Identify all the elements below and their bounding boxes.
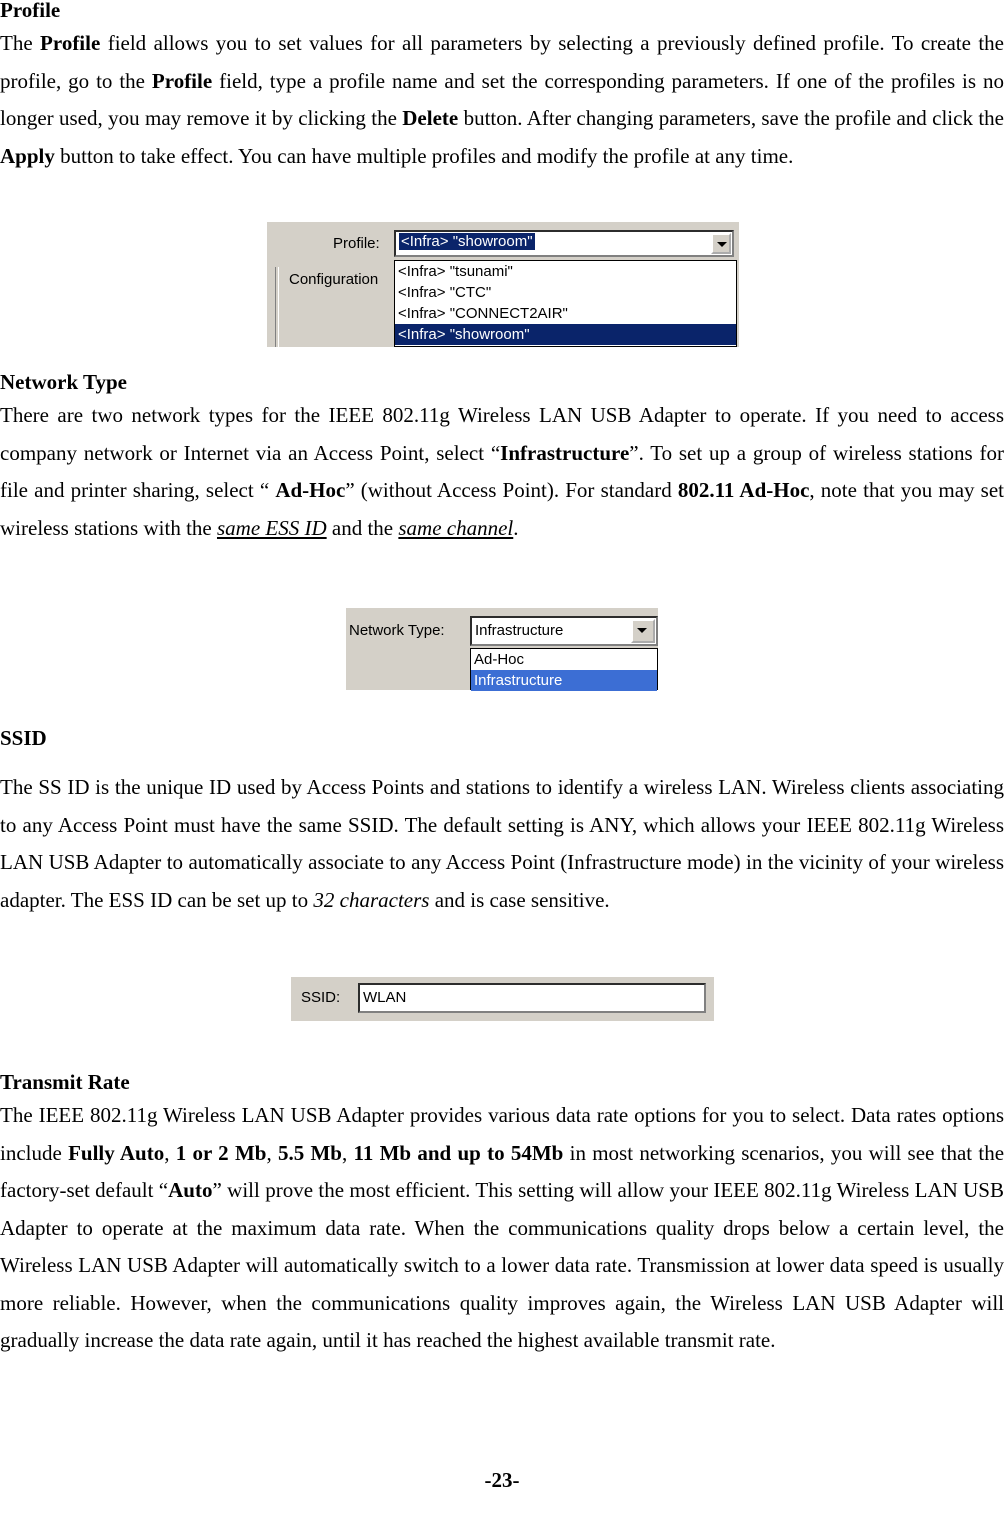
ssid-input[interactable]: [358, 983, 706, 1013]
profile-screenshot: [267, 222, 739, 347]
ssid-input-value: WLAN: [363, 989, 407, 1006]
network-type-combo[interactable]: [470, 616, 658, 646]
profile-dropdown-list: [394, 260, 737, 347]
config-groupbox-edge: [275, 267, 279, 347]
ssid-text-block: [0, 769, 1004, 919]
network-paragraph: There are two network types for the IEEE 802.11g Wireless LAN USB Adapter to operate. If you need to access company network or Internet via an Access Point, select “Infrastructure”. To set up a group of wireless stations for file and printer sharing, select “ Ad-Hoc” (without Access Point). For standard 802.11 Ad-Hoc, note that you may set wireless stations with the same ESS ID and the same channel.: [0, 403, 1004, 540]
network-section: [0, 367, 1004, 547]
profile-section: [0, 0, 1004, 175]
profile-option-selected[interactable]: <Infra> "showroom": [395, 324, 736, 345]
rate-paragraph: The IEEE 802.11g Wireless LAN USB Adapter provides various data rate options for you to select. Data rates options include Fully Auto, 1 or 2 Mb, 5.5 Mb, 11 Mb and up to 54Mb in most networking scenarios, you will see that the factory-set default “Auto” will prove the most efficient. This setting will allow your IEEE 802.11g Wireless LAN USB Adapter to operate at the maximum data rate. When the communications quality drops below a certain level, the Wireless LAN USB Adapter will automatically switch to a lower data rate. Transmission at lower data speed is usually more reliable. However, when the communications quality improves again, the Wireless LAN USB Adapter will gradually increase the data rate again, until it has reached the highest available transmit rate.: [0, 1103, 1005, 1352]
chevron-down-icon[interactable]: [631, 619, 655, 643]
profile-label: Profile:: [333, 235, 380, 252]
ssid-paragraph: The SS ID is the unique ID used by Access Points and stations to identify a wireless LAN. Wireless clients associating to any Access Point must have the same SSID. The default setting is ANY, which allows your IEEE 802.11g Wireless LAN USB Adapter to automatically associate to any Access Point (Infrastructure mode) in the vicinity of your wireless adapter. The ESS ID can be set up to 32 characters and is case sensitive.: [0, 775, 1004, 912]
ssid-screenshot: [291, 977, 714, 1021]
network-type-screenshot: [346, 608, 658, 690]
chevron-down-icon[interactable]: [711, 233, 731, 254]
network-type-dropdown: [470, 648, 658, 690]
profile-option[interactable]: <Infra> "CTC": [398, 284, 492, 301]
network-type-option[interactable]: Ad-Hoc: [474, 651, 525, 668]
network-type-option-selected[interactable]: Infrastructure: [471, 670, 657, 691]
profile-combo[interactable]: [394, 230, 734, 257]
rate-heading: Transmit Rate: [0, 1070, 130, 1094]
profile-paragraph: The Profile field allows you to set values for all parameters by selecting a previously defined profile. To create the profile, go to the Profile field, type a profile name and set the corresponding parameters. If one of the profiles is no longer used, you may remove it by clicking the Delete button. After changing parameters, save the profile and click the Apply button to take effect. You can have multiple profiles and modify the profile at any time.: [0, 31, 1005, 168]
profile-option[interactable]: <Infra> "tsunami": [398, 263, 513, 280]
network-heading: Network Type: [0, 370, 127, 394]
ssid-heading: SSID: [0, 726, 47, 750]
ssid-section: [0, 723, 1004, 753]
profile-option[interactable]: <Infra> "CONNECT2AIR": [398, 305, 568, 322]
profile-combo-value: <Infra> "showroom": [401, 233, 533, 250]
network-type-label: Network Type:: [349, 622, 445, 639]
page-number: -23-: [484, 1468, 520, 1492]
configuration-label: Configuration: [289, 271, 379, 288]
profile-heading: Profile: [0, 0, 61, 22]
rate-section: [0, 1067, 1004, 1360]
network-type-value: Infrastructure: [475, 622, 564, 639]
ssid-label: SSID:: [301, 989, 341, 1006]
